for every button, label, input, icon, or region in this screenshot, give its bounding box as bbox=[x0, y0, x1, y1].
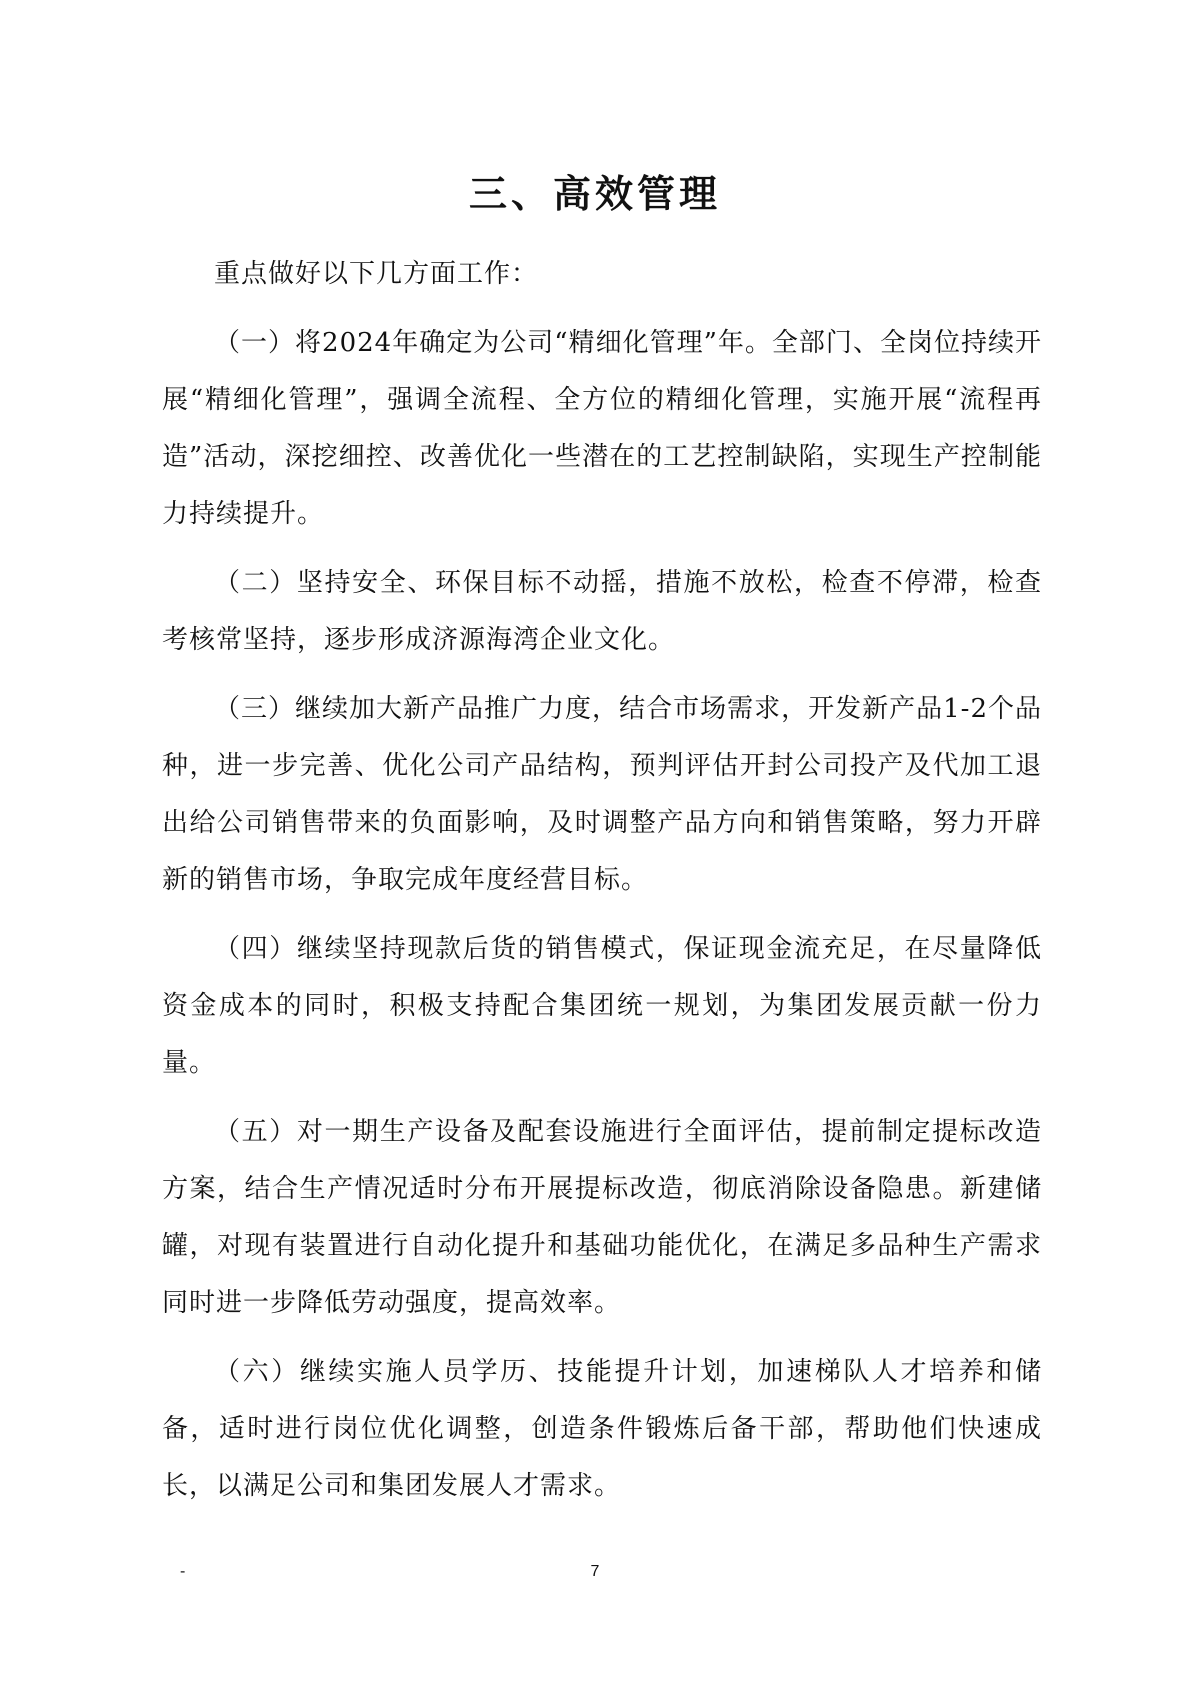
page-number: 7 bbox=[590, 1563, 600, 1580]
paragraph-6: （六）继续实施人员学历、技能提升计划，加速梯队人才培养和储备，适时进行岗位优化调整，创造条件锻炼后备干部，帮助他们快速成长，以满足公司和集团发展人才需求。 bbox=[162, 1357, 1042, 1501]
paragraph-3: （三）继续加大新产品推广力度，结合市场需求，开发新产品1-2个品种，进一步完善、优化公司产品结构，预判评估开封公司投产及代加工退出给公司销售带来的负面影响，及时调整产品方向和销售策略，努力开辟新的销售市场，争取完成年度经营目标。 bbox=[162, 694, 1042, 895]
paragraph-1: （一）将2024年确定为公司“精细化管理”年。全部门、全岗位持续开展“精细化管理”，强调全流程、全方位的精细化管理，实施开展“流程再造”活动，深挖细控、改善优化一些潜在的工艺控制缺陷，实现生产控制能力持续提升。 bbox=[162, 328, 1042, 529]
paragraph-5: （五）对一期生产设备及配套设施进行全面评估，提前制定提标改造方案，结合生产情况适时分布开展提标改造，彻底消除设备隐患。新建储罐，对现有装置进行自动化提升和基础功能优化，在满足多品种生产需求同时进一步降低劳动强度，提高效率。 bbox=[162, 1117, 1042, 1318]
section-title: 三、高效管理 bbox=[468, 171, 721, 216]
paragraph-2: （二）坚持安全、环保目标不动摇，措施不放松，检查不停滞，检查考核常坚持，逐步形成济源海湾企业文化。 bbox=[162, 568, 1042, 655]
body-text bbox=[162, 246, 1042, 1527]
paragraph-4: （四）继续坚持现款后货的销售模式，保证现金流充足，在尽量降低资金成本的同时，积极支持配合集团统一规划，为集团发展贡献一份力量。 bbox=[162, 934, 1042, 1078]
footer-dash: - bbox=[180, 1563, 186, 1580]
paragraph-intro: 重点做好以下几方面工作： bbox=[214, 259, 539, 289]
